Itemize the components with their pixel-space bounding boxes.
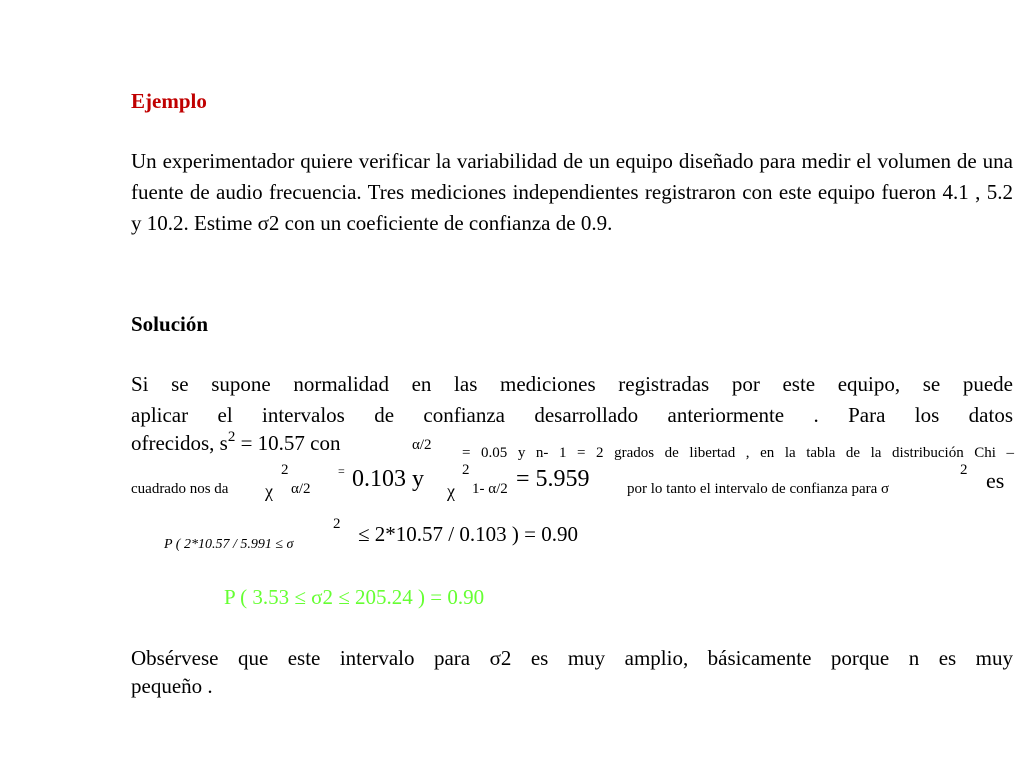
- chi1-sup: 2: [281, 462, 289, 478]
- solution-heading: Solución: [131, 312, 209, 336]
- alpha-half-label: α/2: [412, 437, 432, 453]
- solution-line-1: Si se supone normalidad en las mediciones registradas por este equipo, se puede: [131, 372, 1013, 396]
- line3-start: [131, 431, 340, 456]
- chi1-sub: α/2: [291, 481, 311, 497]
- chi2-sup: 2: [462, 462, 470, 478]
- probability-statement-2: P ( 3.53 ≤ σ2 ≤ 205.24 ) = 0.90: [224, 585, 485, 609]
- line4-es: es: [986, 468, 1005, 493]
- chi2-sub: 1- α/2: [472, 481, 508, 497]
- chi1-value: 0.103 y: [352, 466, 424, 492]
- chi2-value: = 5.959: [516, 466, 590, 492]
- example-heading: Ejemplo: [131, 89, 207, 113]
- sigma-sup: 2: [960, 462, 968, 478]
- example-paragraph: Un experimentador quiere verificar la variabilidad de un equipo diseñado para medir el volumen de una fuente de audio frecuencia. Tres mediciones independientes registraron con este equipo fueron 4.1 , 5.2 y 10.2. Estime σ2 con un coeficiente de confianza de 0.9.: [131, 149, 1013, 235]
- line4-tail: por lo tanto el intervalo de confianza para σ: [627, 481, 890, 497]
- conclusion-line-2: pequeño .: [131, 674, 213, 698]
- chi-symbol-2: χ: [447, 481, 455, 501]
- conclusion-line-1: Obsérvese que este intervalo para σ2 es muy amplio, básicamente porque n es muy: [131, 646, 1013, 670]
- prob1-left: P ( 2*10.57 / 5.991 ≤ σ: [164, 537, 294, 552]
- prob1-right: ≤ 2*10.57 / 0.103 ) = 0.90: [358, 522, 578, 546]
- line4-start: cuadrado nos da: [131, 481, 229, 497]
- prob1-sup: 2: [333, 516, 341, 532]
- line3-rest: = 0.05 y n- 1 = 2 grados de libertad , en la tabla de la distribución Chi –: [462, 445, 1014, 461]
- line3-equals: = 10.57 con: [235, 431, 341, 455]
- chi1-eq-sign: =: [338, 464, 345, 478]
- line3-text: ofrecidos, s: [131, 431, 228, 455]
- s-squared-sup: 2: [227, 429, 236, 445]
- chi-symbol-1: χ: [265, 481, 273, 501]
- solution-line-2: aplicar el intervalos de confianza desarrollado anteriormente . Para los datos: [131, 403, 1013, 427]
